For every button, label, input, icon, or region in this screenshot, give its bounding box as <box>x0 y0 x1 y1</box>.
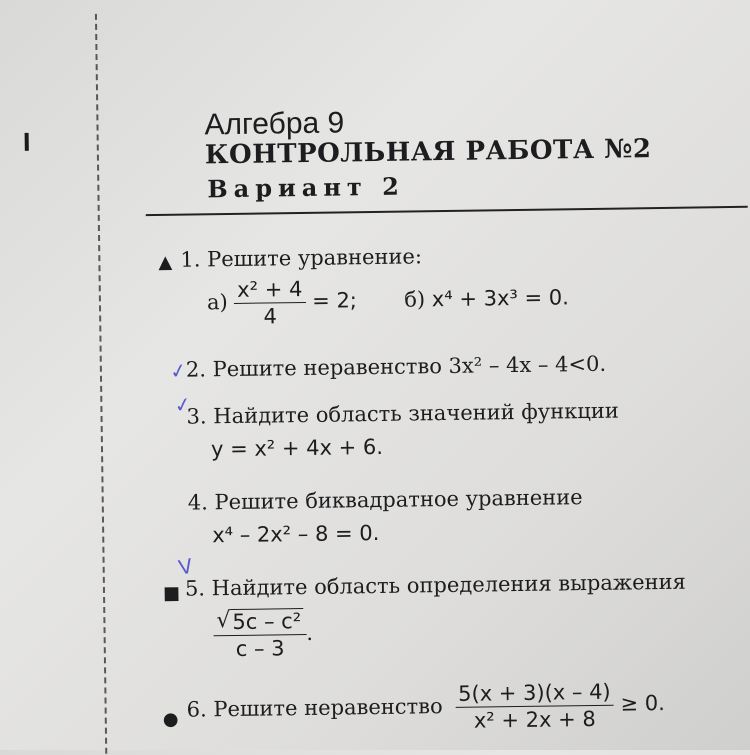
task-1b-label: б) <box>404 287 426 312</box>
task-5-denominator: c – 3 <box>235 636 285 661</box>
task-4 <box>188 485 583 515</box>
task-4-formula: x⁴ – 2x² – 8 = 0. <box>212 520 380 548</box>
task-5-end: . <box>306 620 314 645</box>
header-divider <box>146 206 748 216</box>
task-5-fraction <box>213 609 306 661</box>
task-3-formula: y = x² + 4x + 6. <box>210 434 384 462</box>
task-4-text: Решите биквадратное уравнение <box>214 485 583 515</box>
variant-label: Вариант 2 <box>207 171 406 204</box>
task-6-numerator: 5(x + 3)(x – 4) <box>455 680 614 708</box>
task-6-rhs: ≥ 0. <box>620 690 665 716</box>
task-1b-equation: x⁴ + 3x³ = 0. <box>431 285 569 312</box>
task-2 <box>186 352 607 382</box>
task-1 <box>180 244 422 271</box>
task-3 <box>186 399 619 429</box>
task-3-text: Найдите область значений функции <box>213 398 619 429</box>
task-1a-fraction <box>234 277 306 329</box>
task-6-fraction <box>455 680 614 733</box>
task-6-number: 6. <box>186 697 207 722</box>
task-2-text: Решите неравенство 3x² – 4x – 4<0. <box>212 351 607 382</box>
v-mark-icon: V <box>176 553 195 580</box>
task-1a-label: а) <box>206 290 228 315</box>
task-1a-numerator: x² + 4 <box>234 277 306 304</box>
task-5-number: 5. <box>184 576 206 601</box>
task-4-number: 4. <box>187 490 208 515</box>
square-icon: ■ <box>162 582 181 604</box>
test-title: КОНТРОЛЬНАЯ РАБОТА №2 <box>204 134 652 171</box>
task-5 <box>185 570 686 601</box>
check-mark-icon: ✓ <box>167 357 189 385</box>
cut-line <box>95 14 107 754</box>
check-mark-icon: ✓ <box>172 391 194 419</box>
subject-heading: Алгебра 9 <box>204 106 345 142</box>
circle-icon: ● <box>162 708 179 730</box>
task-1a-rhs: = 2; <box>312 288 358 313</box>
task-1a-denominator: 4 <box>263 304 278 329</box>
triangle-icon: ▲ <box>158 251 173 274</box>
task-3-number: 3. <box>186 404 207 429</box>
task-1-equations <box>207 273 570 329</box>
task-6-denominator: x² + 2x + 8 <box>473 706 596 733</box>
task-2-number: 2. <box>185 357 207 382</box>
task-6-text: Решите неравенство <box>213 694 443 722</box>
task-5-radicand: 5c – c² <box>230 608 303 634</box>
task-5-numerator: √ 5c – c² <box>213 609 306 636</box>
task-1-text: Решите уравнение: <box>206 244 423 272</box>
task-6 <box>186 679 665 737</box>
margin-mark <box>25 133 29 151</box>
task-5-text: Найдите область определения выражения <box>211 569 686 601</box>
task-5-expression <box>213 609 313 661</box>
task-1-number: 1. <box>180 247 201 272</box>
